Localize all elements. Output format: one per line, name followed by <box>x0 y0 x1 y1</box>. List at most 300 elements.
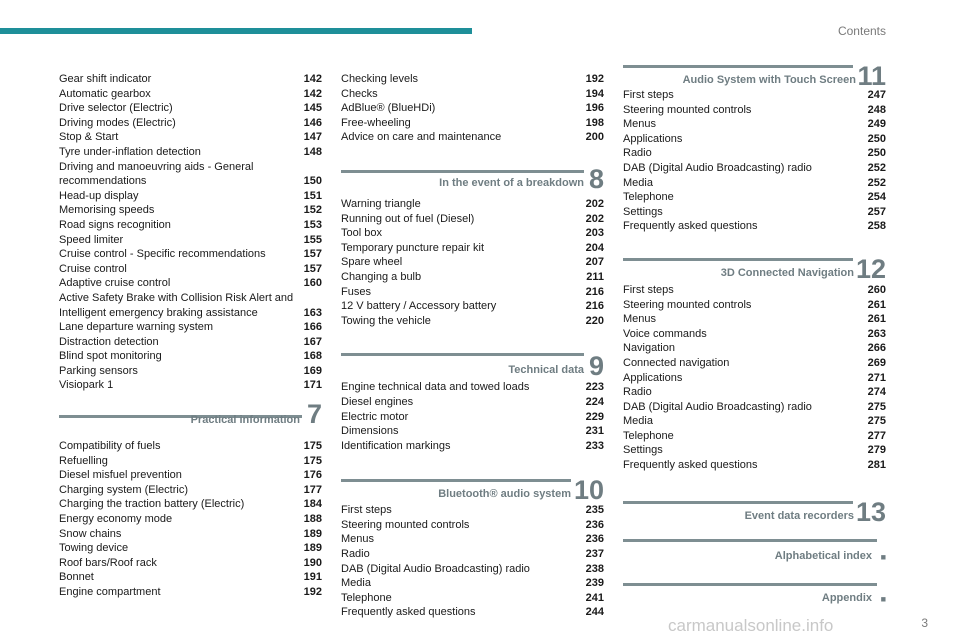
toc-entry[interactable] <box>59 527 322 542</box>
toc-entry-page: 166 <box>303 321 322 334</box>
toc-entry[interactable] <box>623 414 886 429</box>
toc-entry-page: 274 <box>867 386 886 399</box>
section-header-13[interactable] <box>623 483 886 527</box>
toc-entry-label: Radio <box>341 548 370 561</box>
toc-entry-row <box>341 605 604 620</box>
toc-entry-label: Electric motor <box>341 410 409 423</box>
toc-entry[interactable] <box>341 591 604 606</box>
toc-entry-row <box>341 299 604 314</box>
toc-entry-page: 177 <box>303 483 322 496</box>
section-rule <box>623 501 853 504</box>
toc-entry[interactable] <box>59 262 322 277</box>
toc-entry[interactable] <box>341 130 604 145</box>
section-number: 7 <box>306 399 322 430</box>
toc-entry[interactable] <box>59 585 322 600</box>
toc-entry-page: 145 <box>303 102 322 115</box>
toc-entry[interactable] <box>341 424 604 439</box>
toc-entry[interactable] <box>59 87 322 102</box>
toc-entry-row <box>623 298 886 313</box>
toc-entry-row <box>59 174 322 189</box>
toc-entry-page: 169 <box>303 364 322 377</box>
toc-entry-page: 223 <box>585 381 604 394</box>
toc-entry-row <box>341 130 604 145</box>
toc-entry-label: Voice commands <box>623 327 707 340</box>
toc-entry-page: 157 <box>303 262 322 275</box>
toc-entry-page: 176 <box>303 469 322 482</box>
toc-entry[interactable] <box>341 212 604 227</box>
section-number: 9 <box>588 351 604 382</box>
toc-entry-page: 155 <box>303 233 322 246</box>
toc-entry[interactable] <box>341 439 604 454</box>
toc-entry-label: Blind spot monitoring <box>59 350 162 363</box>
page-number: 3 <box>921 616 928 630</box>
toc-entry-row <box>341 255 604 270</box>
toc-entry[interactable] <box>59 570 322 585</box>
toc-entry[interactable] <box>341 299 604 314</box>
toc-entry-label: Checking levels <box>341 73 419 85</box>
toc-entry-label: Free-wheeling <box>341 116 411 129</box>
section-header-10[interactable] <box>341 463 604 506</box>
toc-entry-page: 252 <box>867 176 886 189</box>
toc-entry-page: 175 <box>303 440 322 453</box>
toc-entry-page: 275 <box>867 400 886 413</box>
toc-entry[interactable] <box>341 255 604 270</box>
toc-entry-page: 275 <box>867 415 886 428</box>
toc-entry-page: 167 <box>303 335 322 348</box>
toc-entry-label: Road signs recognition <box>59 218 171 231</box>
toc-entry-label: Applications <box>623 132 683 145</box>
toc-entry-label: Compatibility of fuels <box>59 440 161 453</box>
toc-entry-page: 160 <box>303 277 322 290</box>
toc-entry[interactable] <box>59 483 322 498</box>
toc-entry-page: 163 <box>303 306 322 319</box>
toc-entry-label: Speed limiter <box>59 233 124 246</box>
toc-entry-page: 261 <box>867 298 886 311</box>
toc-entry[interactable] <box>59 72 322 87</box>
section-title: Audio System with Touch Screen <box>682 74 856 86</box>
toc-entry-page: 184 <box>303 498 322 511</box>
section-header-9[interactable] <box>341 341 604 380</box>
toc-entry[interactable] <box>341 605 604 620</box>
toc-entry-page: 254 <box>867 191 886 204</box>
toc-entry-row <box>59 364 322 379</box>
section-number: 8 <box>588 163 604 194</box>
toc-entry-row <box>59 189 322 204</box>
section-title: In the event of a breakdown <box>439 176 584 189</box>
toc-entry[interactable] <box>341 518 604 533</box>
section-title: Practical information <box>190 414 300 427</box>
toc-entry[interactable] <box>341 503 604 518</box>
toc-column-2 <box>341 72 604 620</box>
toc-entry-page: 198 <box>585 116 604 129</box>
toc-entry[interactable] <box>59 189 322 204</box>
toc-entry[interactable] <box>623 298 886 313</box>
toc-entry-label: Energy economy mode <box>59 513 173 526</box>
toc-entry-page: 233 <box>585 439 604 452</box>
toc-entry-page: 236 <box>585 533 604 546</box>
toc-entry[interactable] <box>341 314 604 329</box>
toc-entry-row <box>59 116 322 131</box>
toc-entry[interactable] <box>341 532 604 547</box>
toc-entry[interactable] <box>341 72 604 87</box>
toc-entry[interactable] <box>59 454 322 469</box>
toc-entry-page: 188 <box>303 513 322 526</box>
header-accent-bar <box>0 28 472 34</box>
toc-entry[interactable] <box>623 341 886 356</box>
toc-entry[interactable] <box>341 562 604 577</box>
toc-entry-page: 194 <box>585 87 604 100</box>
toc-entry-row <box>623 327 886 342</box>
toc-entry[interactable] <box>623 190 886 205</box>
toc-entry-label: Cruise control - Specific recommendations <box>59 248 266 261</box>
toc-entry[interactable] <box>623 356 886 371</box>
toc-entry-page: 247 <box>867 89 886 101</box>
toc-entry-label: Steering mounted controls <box>623 103 752 116</box>
toc-entry[interactable] <box>59 218 322 233</box>
toc-entry-page: 146 <box>303 116 322 129</box>
toc-entry[interactable] <box>59 556 322 571</box>
toc-entry[interactable] <box>341 410 604 425</box>
toc-entry-page: 147 <box>303 131 322 144</box>
section-rule <box>341 479 571 482</box>
toc-entry-label: Parking sensors <box>59 364 138 377</box>
toc-entry[interactable] <box>623 283 886 298</box>
toc-entry[interactable] <box>623 219 886 234</box>
toc-entry-row <box>59 320 322 335</box>
toc-entry-page: 269 <box>867 356 886 369</box>
toc-entry[interactable] <box>623 312 886 327</box>
toc-entry-page: 263 <box>867 327 886 340</box>
toc-entry-label: Roof bars/Roof rack <box>59 556 157 569</box>
toc-entry-row <box>59 87 322 102</box>
toc-entry[interactable] <box>623 205 886 220</box>
toc-entry-label: Identification markings <box>341 439 451 452</box>
toc-entry-page: 236 <box>585 518 604 531</box>
toc-entry[interactable] <box>623 103 886 118</box>
toc-entry-label: Automatic gearbox <box>59 87 151 100</box>
toc-entry[interactable] <box>623 429 886 444</box>
section-title: 3D Connected Navigation <box>720 266 854 279</box>
toc-entry-label: Towing the vehicle <box>341 314 431 327</box>
toc-entry-page: 241 <box>585 591 604 604</box>
toc-entry-label: AdBlue® (BlueHDi) <box>341 102 436 115</box>
toc-entry-label: DAB (Digital Audio Broadcasting) radio <box>341 562 530 575</box>
toc-entry-row <box>59 439 322 454</box>
toc-entry-label: Stop & Start <box>59 131 119 144</box>
toc-entry-label: Telephone <box>623 429 674 442</box>
toc-entry[interactable] <box>59 364 322 379</box>
toc-entry[interactable] <box>59 512 322 527</box>
toc-entry-row <box>341 197 604 212</box>
toc-entry-page: 200 <box>585 131 604 144</box>
toc-entry-page: 252 <box>867 161 886 174</box>
toc-entry-label: Steering mounted controls <box>623 298 752 311</box>
toc-entry-page: 175 <box>303 454 322 467</box>
toc-entry-label: Frequently asked questions <box>623 459 758 472</box>
toc-entry-row <box>59 468 322 483</box>
toc-entry[interactable] <box>623 161 886 176</box>
toc-entry-label: First steps <box>341 504 392 517</box>
toc-entry[interactable] <box>623 88 886 103</box>
toc-entry[interactable] <box>623 327 886 342</box>
toc-entry-page: 220 <box>585 314 604 327</box>
toc-entry-label: Visiopark 1 <box>59 379 114 392</box>
toc-entry[interactable] <box>341 547 604 562</box>
section-number: 11 <box>857 61 886 91</box>
section-header-7[interactable] <box>59 399 322 439</box>
toc-entry-row <box>623 312 886 327</box>
toc-entry[interactable] <box>59 130 322 145</box>
toc-entry-label-continued: Intelligent emergency braking assistance <box>59 306 258 319</box>
section-title: Event data recorders <box>744 509 854 522</box>
toc-entry-row <box>59 130 322 145</box>
toc-entry-row <box>623 219 886 234</box>
toc-entry-label: Connected navigation <box>623 356 730 369</box>
toc-entry-page: 202 <box>585 212 604 225</box>
toc-entry-label: Menus <box>623 313 657 326</box>
toc-entry-row <box>341 285 604 300</box>
toc-entry-page: 231 <box>585 425 604 438</box>
toc-entry-row <box>59 72 322 87</box>
toc-entry-row <box>623 356 886 371</box>
toc-list <box>59 72 322 393</box>
toc-entry-page: 229 <box>585 410 604 423</box>
toc-entry-row <box>623 88 886 103</box>
toc-entry-label: DAB (Digital Audio Broadcasting) radio <box>623 161 812 174</box>
toc-entry-label: Applications <box>623 371 683 384</box>
toc-entry-row <box>59 349 322 364</box>
toc-entry[interactable] <box>623 132 886 147</box>
toc-entry[interactable] <box>59 320 322 335</box>
toc-entry-row <box>59 378 322 393</box>
toc-entry[interactable] <box>623 371 886 386</box>
toc-entry-label: Drive selector (Electric) <box>59 102 173 115</box>
toc-entry[interactable] <box>623 176 886 191</box>
toc-entry-page: 151 <box>303 189 322 202</box>
toc-entry[interactable] <box>341 576 604 591</box>
toc-entry[interactable] <box>59 439 322 454</box>
toc-entry-label: Memorising speeds <box>59 204 155 217</box>
toc-entry[interactable] <box>59 247 322 262</box>
toc-entry-row <box>341 270 604 285</box>
toc-entry-row <box>59 145 322 160</box>
toc-entry-page: 153 <box>303 218 322 231</box>
toc-entry[interactable] <box>623 385 886 400</box>
toc-entry-label: Menus <box>341 533 375 546</box>
toc-entry-page: 250 <box>867 132 886 145</box>
section-number: 13 <box>855 496 886 527</box>
toc-entry-label: Menus <box>623 118 657 131</box>
toc-entry[interactable] <box>341 87 604 102</box>
toc-list <box>341 503 604 620</box>
toc-entry-row <box>623 414 886 429</box>
toc-entry-page: 216 <box>585 285 604 298</box>
toc-entry-row <box>341 314 604 329</box>
section-header-alphabetical-index[interactable] <box>623 525 886 562</box>
toc-entry[interactable] <box>59 378 322 393</box>
toc-entry[interactable] <box>59 145 322 160</box>
toc-entry-row <box>341 518 604 533</box>
toc-entry[interactable] <box>341 197 604 212</box>
toc-entry[interactable] <box>341 270 604 285</box>
toc-entry-row <box>623 117 886 132</box>
toc-entry-label: Towing device <box>59 542 129 555</box>
toc-entry-label: Media <box>623 176 653 189</box>
toc-entry-row <box>341 226 604 241</box>
toc-entry-page: 191 <box>303 571 322 584</box>
toc-entry-label: Cruise control <box>59 262 127 275</box>
toc-entry-label: Engine compartment <box>59 586 161 598</box>
toc-entry-label: Diesel engines <box>341 395 414 408</box>
toc-entry-page: 207 <box>585 256 604 269</box>
toc-entry-label: Running out of fuel (Diesel) <box>341 212 475 225</box>
section-rule <box>341 170 584 173</box>
toc-entry[interactable] <box>59 497 322 512</box>
square-bullet-icon: ■ <box>880 551 886 562</box>
toc-entry-page: 216 <box>585 300 604 313</box>
toc-entry-page: 224 <box>585 395 604 408</box>
toc-entry[interactable] <box>341 116 604 131</box>
toc-entry-page: 238 <box>585 562 604 575</box>
toc-entry-label: Media <box>623 415 653 428</box>
toc-entry-page: 277 <box>867 429 886 442</box>
toc-entry-label: Fuses <box>341 285 371 298</box>
toc-entry-page: 148 <box>303 145 322 158</box>
toc-entry-label: Spare wheel <box>341 256 403 269</box>
toc-entry-page: 202 <box>585 197 604 210</box>
toc-entry-label: Adaptive cruise control <box>59 277 171 290</box>
toc-entry-row <box>623 385 886 400</box>
toc-entry-row <box>59 454 322 469</box>
toc-entry-page: 150 <box>303 175 322 188</box>
toc-list <box>623 88 886 234</box>
toc-entry-page: 189 <box>303 527 322 540</box>
section-rule <box>623 539 877 542</box>
toc-entry-row <box>341 576 604 591</box>
toc-entry-label: DAB (Digital Audio Broadcasting) radio <box>623 400 812 413</box>
toc-entry[interactable] <box>341 395 604 410</box>
toc-entry-label: Active Safety Brake with Collision Risk Alert and <box>59 291 294 304</box>
toc-entry[interactable] <box>341 380 604 395</box>
toc-entry-row <box>59 556 322 571</box>
toc-entry[interactable] <box>59 160 322 189</box>
toc-entry-label: Settings <box>623 205 663 218</box>
toc-entry-page: 279 <box>867 444 886 457</box>
toc-entry[interactable] <box>341 285 604 300</box>
toc-entry[interactable] <box>341 241 604 256</box>
toc-entry[interactable] <box>59 116 322 131</box>
toc-entry[interactable] <box>59 291 322 320</box>
toc-entry[interactable] <box>623 400 886 415</box>
section-rule <box>623 65 853 68</box>
toc-entry-page: 203 <box>585 227 604 240</box>
toc-entry-page: 258 <box>867 220 886 233</box>
toc-entry-page: 244 <box>585 606 604 619</box>
toc-entry-label: Tool box <box>341 227 382 240</box>
page-title: Contents <box>837 24 886 38</box>
toc-entry[interactable] <box>59 276 322 291</box>
toc-entry[interactable] <box>59 468 322 483</box>
section-header-11[interactable] <box>623 60 886 91</box>
toc-entry-label: Charging the traction battery (Electric) <box>59 498 245 511</box>
toc-entry-row <box>623 400 886 415</box>
toc-entry-label: Gear shift indicator <box>59 73 152 85</box>
toc-entry-label: 12 V battery / Accessory battery <box>341 300 497 313</box>
toc-entry-label: Telephone <box>623 191 674 204</box>
toc-entry-row <box>341 410 604 425</box>
section-header-12[interactable] <box>623 244 886 283</box>
toc-entry-page: 250 <box>867 147 886 160</box>
toc-entry[interactable] <box>59 349 322 364</box>
toc-entry[interactable] <box>59 335 322 350</box>
toc-entry-label: Dimensions <box>341 425 399 438</box>
toc-entry-page: 171 <box>303 379 322 392</box>
toc-entry-label: Snow chains <box>59 527 122 540</box>
toc-entry-row <box>341 395 604 410</box>
section-title: Bluetooth® audio system <box>438 488 571 501</box>
toc-entry-label: Bonnet <box>59 571 94 584</box>
toc-entry-label: Refuelling <box>59 454 108 467</box>
toc-entry-label: Diesel misfuel prevention <box>59 469 182 482</box>
toc-column-1 <box>59 72 322 600</box>
toc-entry-page: 192 <box>585 73 604 85</box>
toc-entry-row <box>59 306 322 321</box>
toc-entry-row <box>623 458 886 473</box>
toc-entry-row <box>59 541 322 556</box>
toc-entry-label: Navigation <box>623 342 675 355</box>
toc-entry[interactable] <box>59 101 322 116</box>
section-title: Technical data <box>508 364 584 377</box>
toc-entry-label: Driving modes (Electric) <box>59 116 176 129</box>
toc-entry-label: Head-up display <box>59 189 139 202</box>
toc-entry-row <box>59 585 322 600</box>
toc-entry-row <box>59 247 322 262</box>
toc-entry[interactable] <box>623 443 886 458</box>
toc-entry-label: First steps <box>623 283 674 296</box>
toc-entry-row <box>59 483 322 498</box>
section-title: Alphabetical index <box>774 549 872 562</box>
toc-list <box>341 197 604 328</box>
section-number: 10 <box>573 475 604 506</box>
toc-column-3 <box>623 60 886 603</box>
toc-entry-label: Media <box>341 577 371 590</box>
toc-entry-row <box>623 205 886 220</box>
toc-entry-page: 257 <box>867 205 886 218</box>
toc-entry-label: Checks <box>341 87 378 100</box>
toc-entry-row <box>623 103 886 118</box>
toc-entry-row <box>59 101 322 116</box>
toc-entry[interactable] <box>59 233 322 248</box>
toc-entry[interactable] <box>59 541 322 556</box>
section-header-8[interactable] <box>341 158 604 197</box>
toc-entry-page: 235 <box>585 504 604 517</box>
toc-entry-row <box>59 527 322 542</box>
toc-entry-page: 237 <box>585 548 604 561</box>
toc-entry[interactable] <box>341 101 604 116</box>
toc-entry[interactable] <box>623 458 886 473</box>
toc-entry-row <box>341 87 604 102</box>
toc-entry[interactable] <box>59 203 322 218</box>
toc-entry[interactable] <box>623 146 886 161</box>
toc-entry-page: 281 <box>867 459 886 472</box>
section-header-appendix[interactable] <box>623 569 886 603</box>
toc-entry[interactable] <box>623 117 886 132</box>
toc-entry[interactable] <box>341 226 604 241</box>
toc-entry-page: 239 <box>585 577 604 590</box>
section-rule <box>623 258 853 261</box>
toc-entry-label: Radio <box>623 386 652 399</box>
toc-entry-label: Settings <box>623 444 663 457</box>
